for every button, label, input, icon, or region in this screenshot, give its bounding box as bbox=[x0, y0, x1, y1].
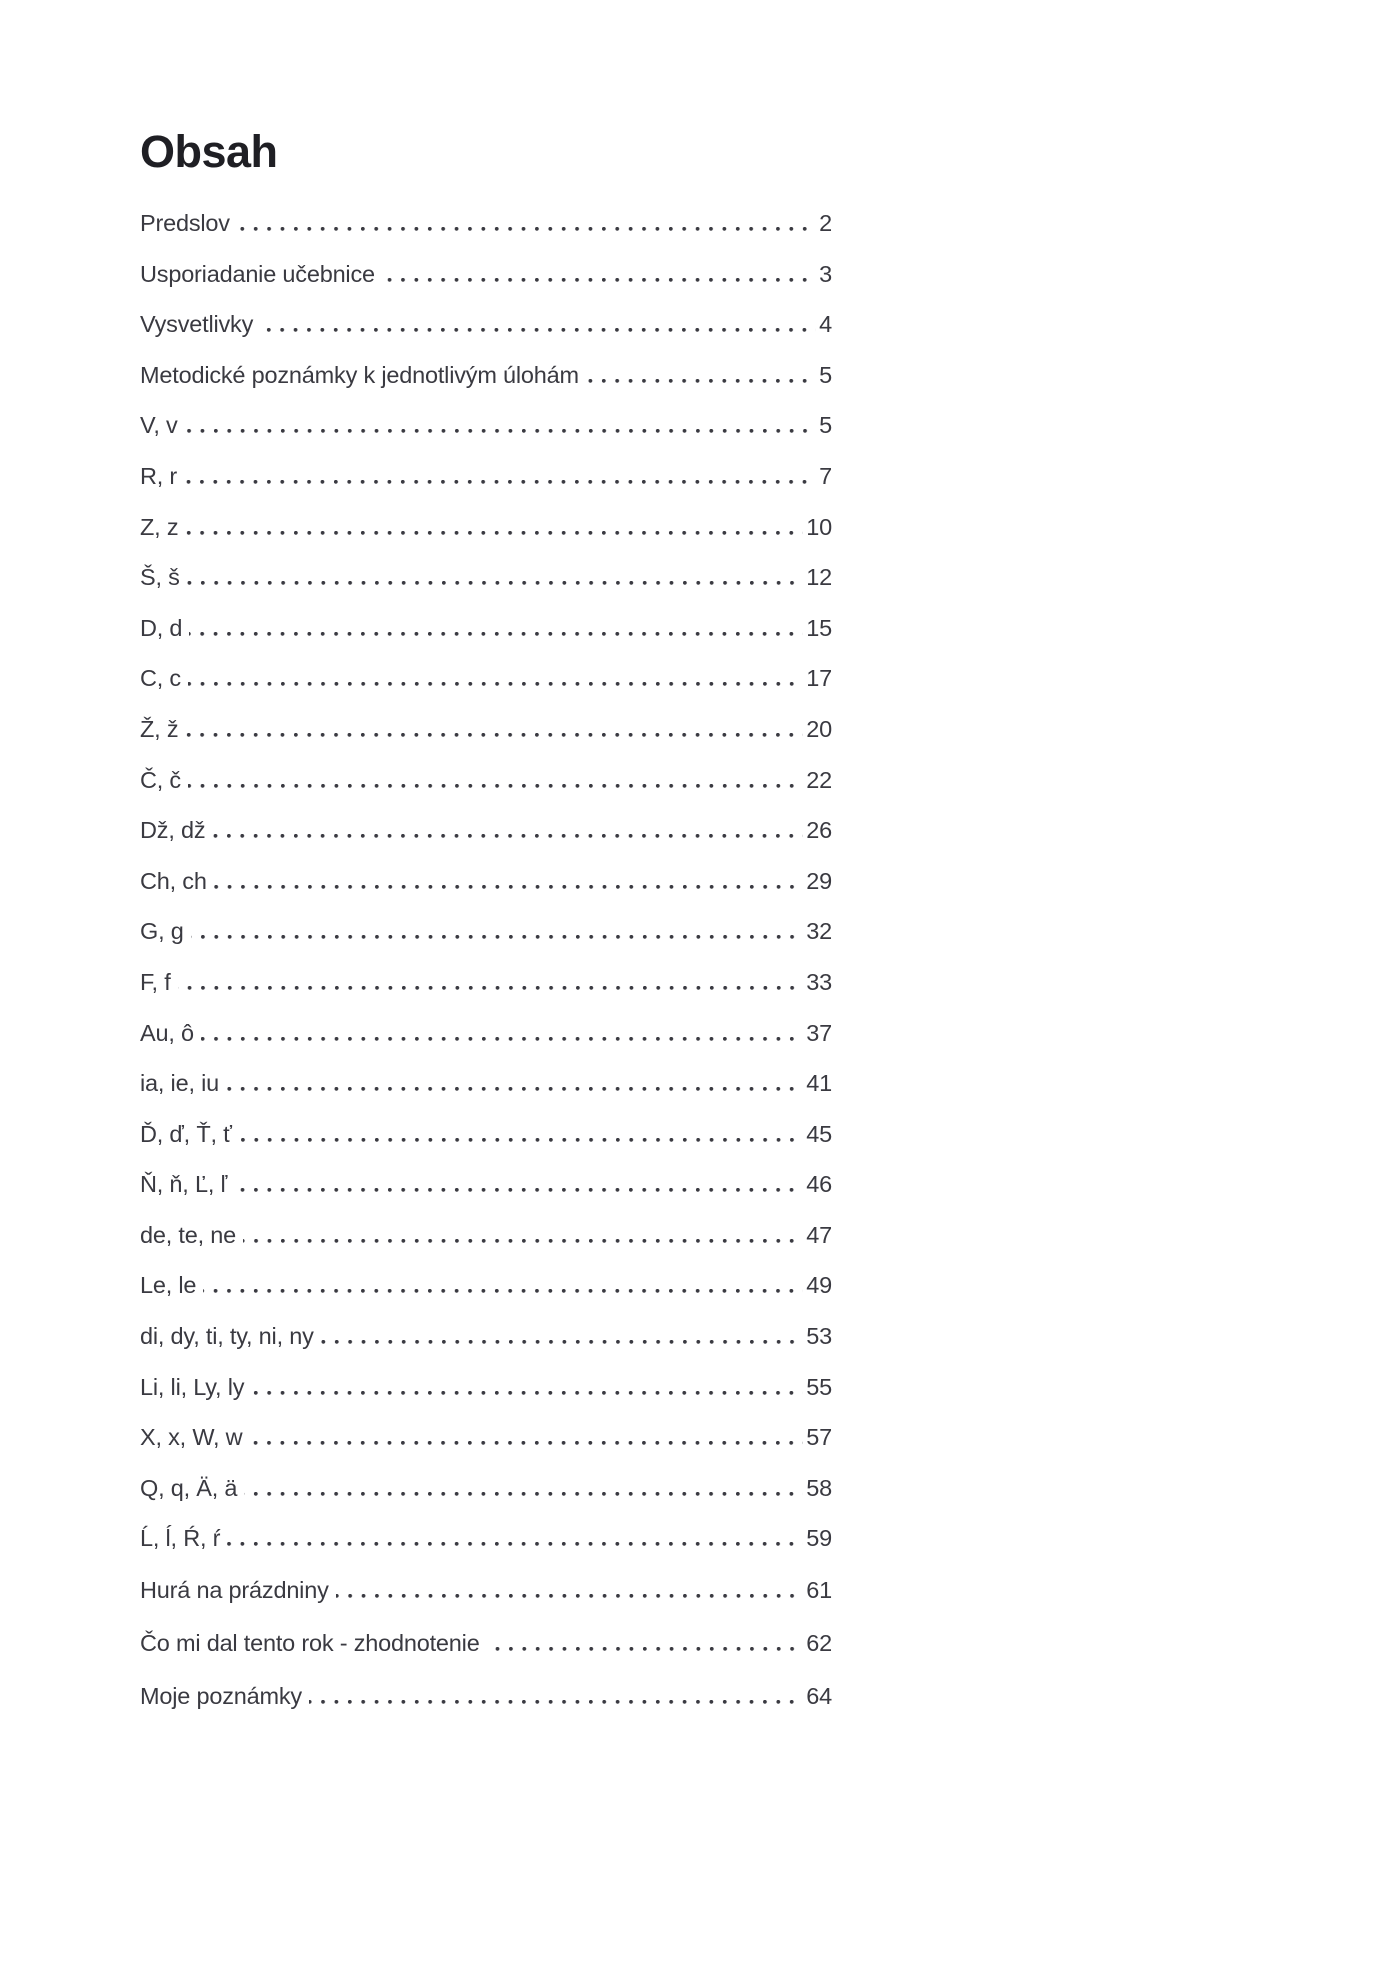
toc-entry-page-number: 41 bbox=[806, 1070, 832, 1097]
dot-leader bbox=[178, 986, 804, 990]
toc-entry bbox=[140, 653, 832, 704]
toc-entry-page-number: 49 bbox=[806, 1272, 832, 1299]
toc-entry bbox=[140, 1260, 832, 1311]
toc-entry bbox=[140, 1513, 832, 1564]
dot-leader bbox=[188, 784, 803, 788]
toc-entry bbox=[140, 704, 832, 755]
toc-entry-page-number: 57 bbox=[806, 1424, 832, 1451]
dot-leader bbox=[189, 632, 803, 636]
toc-entry-label: Au, ô bbox=[140, 1019, 194, 1046]
toc-entry-page-number: 59 bbox=[806, 1525, 832, 1552]
toc-entry-page-number: 22 bbox=[806, 766, 832, 793]
toc-entry-label: Predslov bbox=[140, 210, 230, 236]
toc-entry-label: Č, č bbox=[140, 766, 181, 793]
toc-entry bbox=[140, 299, 832, 350]
dot-leader bbox=[185, 531, 803, 535]
dot-leader bbox=[187, 581, 804, 585]
toc-entry bbox=[140, 1159, 832, 1210]
dot-leader bbox=[185, 429, 817, 433]
dot-leader bbox=[321, 1340, 804, 1344]
toc-entry-page-number: 32 bbox=[806, 918, 832, 945]
toc-entry bbox=[140, 603, 832, 654]
dot-leader bbox=[203, 1289, 803, 1293]
toc-entry bbox=[140, 1564, 832, 1617]
toc-entry-page-number: 29 bbox=[806, 867, 832, 894]
dot-leader bbox=[185, 733, 803, 737]
dot-leader bbox=[226, 1087, 803, 1091]
dot-leader bbox=[251, 1391, 803, 1395]
toc-entry-page-number: 15 bbox=[806, 614, 832, 641]
dot-leader bbox=[212, 834, 803, 838]
dot-leader bbox=[249, 1441, 803, 1445]
toc-entry bbox=[140, 249, 832, 300]
toc-entry-label: Ch, ch bbox=[140, 867, 207, 894]
toc-entry bbox=[140, 1617, 832, 1670]
toc-entry bbox=[140, 957, 832, 1008]
toc-entry-label: Z, z bbox=[140, 513, 179, 540]
toc-entry-page-number: 2 bbox=[819, 210, 832, 236]
toc-entry bbox=[140, 755, 832, 806]
toc-entry-page-number: 4 bbox=[819, 311, 832, 338]
dot-leader bbox=[309, 1700, 803, 1704]
toc-entry bbox=[140, 1008, 832, 1059]
toc-entry-label: Ž, ž bbox=[140, 715, 179, 742]
dot-leader bbox=[234, 1188, 803, 1192]
toc-entry bbox=[140, 451, 832, 502]
toc-entry-label: X, x, W, w bbox=[140, 1424, 243, 1451]
toc-entry-label: R, r bbox=[140, 462, 178, 489]
toc-entry-page-number: 12 bbox=[806, 564, 832, 591]
toc-entry bbox=[140, 400, 832, 451]
dot-leader bbox=[201, 1037, 803, 1041]
toc-entry bbox=[140, 1311, 832, 1362]
toc-entry-label: G, g bbox=[140, 918, 184, 945]
dot-leader bbox=[487, 1647, 804, 1651]
dot-leader bbox=[382, 278, 816, 282]
toc-entry-page-number: 5 bbox=[819, 412, 832, 439]
toc-entry-label: C, c bbox=[140, 665, 181, 692]
page-title: Obsah bbox=[140, 126, 278, 177]
toc-entry-label: Vysvetlivky bbox=[140, 311, 254, 338]
toc-entry bbox=[140, 1109, 832, 1160]
toc-entry-page-number: 10 bbox=[806, 513, 832, 540]
toc-entry-label: di, dy, ti, ty, ni, ny bbox=[140, 1323, 314, 1350]
toc-entry-page-number: 47 bbox=[806, 1221, 832, 1248]
toc-entry-label: V, v bbox=[140, 412, 178, 439]
toc-entry-label: Q, q, Ä, ä bbox=[140, 1474, 238, 1501]
toc-entry bbox=[140, 1362, 832, 1413]
dot-leader bbox=[214, 885, 804, 889]
toc-entry bbox=[140, 1210, 832, 1261]
dot-leader bbox=[227, 1542, 803, 1546]
toc-entry-label: Dž, dž bbox=[140, 817, 206, 844]
toc-entry-page-number: 33 bbox=[806, 968, 832, 995]
toc-entry bbox=[140, 198, 832, 249]
toc-entry-label: de, te, ne bbox=[140, 1221, 236, 1248]
toc-entry bbox=[140, 1412, 832, 1463]
dot-leader bbox=[243, 1239, 803, 1243]
toc-entry bbox=[140, 805, 832, 856]
toc-entry bbox=[140, 350, 832, 401]
toc-entry-page-number: 62 bbox=[806, 1630, 832, 1657]
dot-leader bbox=[244, 1492, 803, 1496]
toc-entry-label: Ň, ň, Ľ, ľ bbox=[140, 1171, 228, 1198]
toc-entry bbox=[140, 1058, 832, 1109]
dot-leader bbox=[239, 1138, 803, 1142]
toc-entry-page-number: 58 bbox=[806, 1474, 832, 1501]
toc-entry-label: Usporiadanie učebnice bbox=[140, 260, 375, 287]
toc-entry-page-number: 3 bbox=[819, 260, 832, 287]
toc-entry bbox=[140, 1670, 832, 1723]
toc-entry-label: D, d bbox=[140, 614, 183, 641]
toc-entry bbox=[140, 552, 832, 603]
toc-entry-page-number: 64 bbox=[806, 1683, 832, 1710]
toc-entry bbox=[140, 856, 832, 907]
toc-entry-page-number: 53 bbox=[806, 1323, 832, 1350]
dot-leader bbox=[586, 379, 816, 383]
dot-leader bbox=[191, 935, 804, 939]
toc-entry-label: ia, ie, iu bbox=[140, 1070, 219, 1097]
toc-entry-page-number: 7 bbox=[819, 462, 832, 489]
toc-entry-label: F, f bbox=[140, 968, 171, 995]
dot-leader bbox=[336, 1594, 804, 1598]
toc-entry-label: Hurá na prázdniny bbox=[140, 1577, 329, 1604]
toc-entry-page-number: 5 bbox=[819, 361, 832, 388]
toc-entry-label: Le, le bbox=[140, 1272, 197, 1299]
toc-entry-label: Ĺ, ĺ, Ŕ, ŕ bbox=[140, 1525, 221, 1552]
toc-entry-label: Moje poznámky bbox=[140, 1683, 302, 1710]
toc-entry bbox=[140, 1463, 832, 1514]
toc-entry bbox=[140, 906, 832, 957]
toc-entry-page-number: 17 bbox=[806, 665, 832, 692]
table-of-contents bbox=[140, 198, 832, 1723]
toc-entry-page-number: 61 bbox=[806, 1577, 832, 1604]
toc-entry-label: Li, li, Ly, ly bbox=[140, 1373, 245, 1400]
toc-entry bbox=[140, 502, 832, 553]
dot-leader bbox=[188, 682, 803, 686]
toc-entry-label: Čo mi dal tento rok - zhodnotenie bbox=[140, 1630, 480, 1657]
toc-entry-page-number: 45 bbox=[806, 1120, 832, 1147]
toc-entry-page-number: 55 bbox=[806, 1373, 832, 1400]
toc-entry-label: Ď, ď, Ť, ť bbox=[140, 1120, 232, 1147]
toc-entry-page-number: 37 bbox=[806, 1019, 832, 1046]
dot-leader bbox=[260, 328, 816, 332]
dot-leader bbox=[237, 227, 816, 231]
toc-entry-label: Š, š bbox=[140, 564, 180, 591]
dot-leader bbox=[184, 480, 816, 484]
toc-entry-page-number: 46 bbox=[806, 1171, 832, 1198]
toc-entry-page-number: 20 bbox=[806, 715, 832, 742]
toc-entry-label: Metodické poznámky k jednotlivým úlohám bbox=[140, 361, 579, 388]
toc-entry-page-number: 26 bbox=[806, 817, 832, 844]
